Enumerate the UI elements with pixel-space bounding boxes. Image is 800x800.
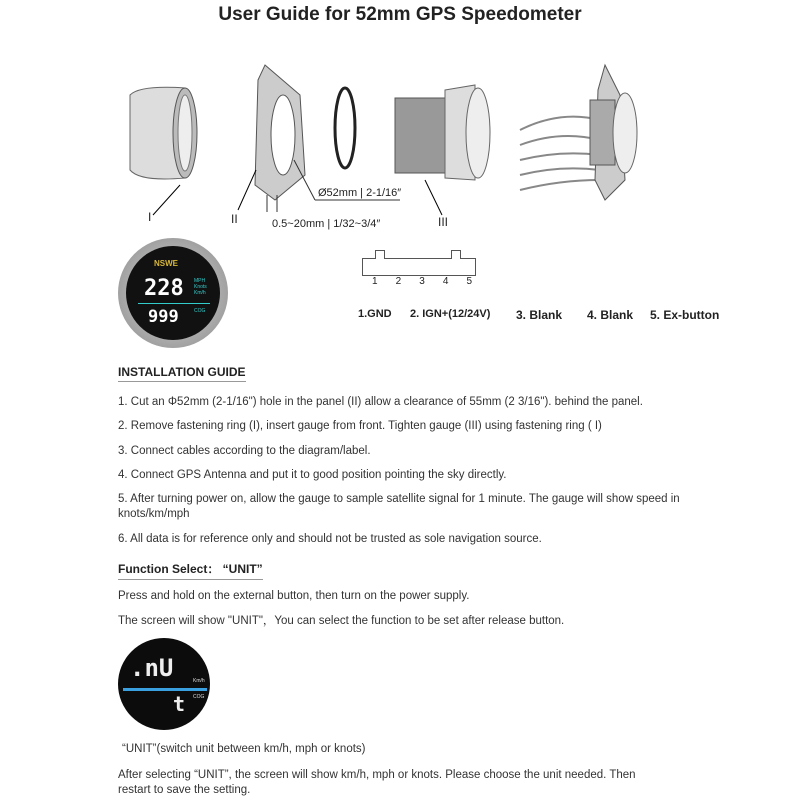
step-2: 2. Remove fastening ring (I), insert gauge from front. Tighten gauge (III) using fastening ring ( I): [118, 420, 602, 432]
fastening-ring: [130, 87, 197, 215]
pin-3: 3: [419, 276, 425, 287]
step-4: 4. Connect GPS Antenna and put it to good position pointing the sky directly.: [118, 469, 507, 481]
function-p1: Press and hold on the external button, then turn on the power supply.: [118, 590, 470, 602]
divider: [138, 303, 210, 304]
step-3: 3. Connect cables according to the diagram/label.: [118, 445, 371, 457]
pin-4: 4: [442, 276, 449, 287]
gauge-body: [395, 85, 490, 215]
pin-legend-3: 3. Blank: [516, 308, 563, 322]
connector-diagram: [362, 258, 476, 276]
pin-legend-4: 4. Blank: [587, 308, 634, 322]
label-fastening-ring: I: [148, 210, 152, 224]
installation-heading: INSTALLATION GUIDE: [118, 365, 246, 382]
pin-legend-2: 2. IGN+(12/24V): [410, 308, 491, 320]
function-p3: After selecting “UNIT”, the screen will show km/h, mph or knots. Please choose the unit needed. Then restart to save the setting.: [118, 769, 636, 796]
pin-legend-5: 5. Ex-button: [650, 308, 720, 322]
unit-screen-photo: .nU Km/h COG t: [118, 638, 210, 730]
label-panel: II: [231, 212, 238, 226]
step-5: 5. After turning power on, allow the gauge to sample satellite signal for 1 minute. The gauge will show speed in knots/km/mph: [118, 493, 680, 520]
function-heading: Function Select： “UNIT”: [118, 560, 263, 580]
installation-diagram: [0, 0, 800, 240]
pin-2: 2: [395, 276, 402, 287]
diameter-dimension: Ø52mm | 2-1/16″: [318, 187, 402, 199]
unit-knots: Knots: [194, 284, 207, 290]
pin-legend-1: 1.GND: [358, 308, 392, 320]
installed-gauge: [520, 65, 637, 200]
photo-divider: [123, 688, 207, 691]
step-6: 6. All data is for reference only and should not be trusted as sole navigation source.: [118, 533, 542, 545]
pin-1: 1: [372, 276, 378, 287]
cog-readout: 999: [148, 307, 179, 327]
pin-5: 5: [466, 276, 472, 287]
unit-mph: MPH: [194, 278, 206, 284]
heading-readout: NSWE: [154, 259, 178, 268]
page-title: User Guide for 52mm GPS Speedometer: [218, 4, 582, 25]
label-gauge: III: [438, 215, 449, 229]
unit-kmh: Km/h: [194, 290, 206, 296]
thickness-dimension: 0.5~20mm | 1/32~3/4″: [272, 218, 381, 230]
function-p2: The screen will show "UNIT"，You can select the function to be set after release button.: [118, 615, 565, 627]
cog-label: COG: [194, 308, 206, 314]
o-ring: [335, 88, 355, 168]
speed-readout: 228: [144, 276, 184, 301]
photo-unit-label: Km/h: [193, 678, 205, 684]
step-1: 1. Cut an Φ52mm (2-1/16") hole in the panel (II) allow a clearance of 55mm (2 3/16"). behind the panel.: [118, 396, 643, 408]
unit-caption: “UNIT”(switch unit between km/h, mph or knots): [122, 743, 366, 755]
gauge-photo: [118, 238, 228, 348]
photo-cog-label: COG: [193, 694, 205, 700]
